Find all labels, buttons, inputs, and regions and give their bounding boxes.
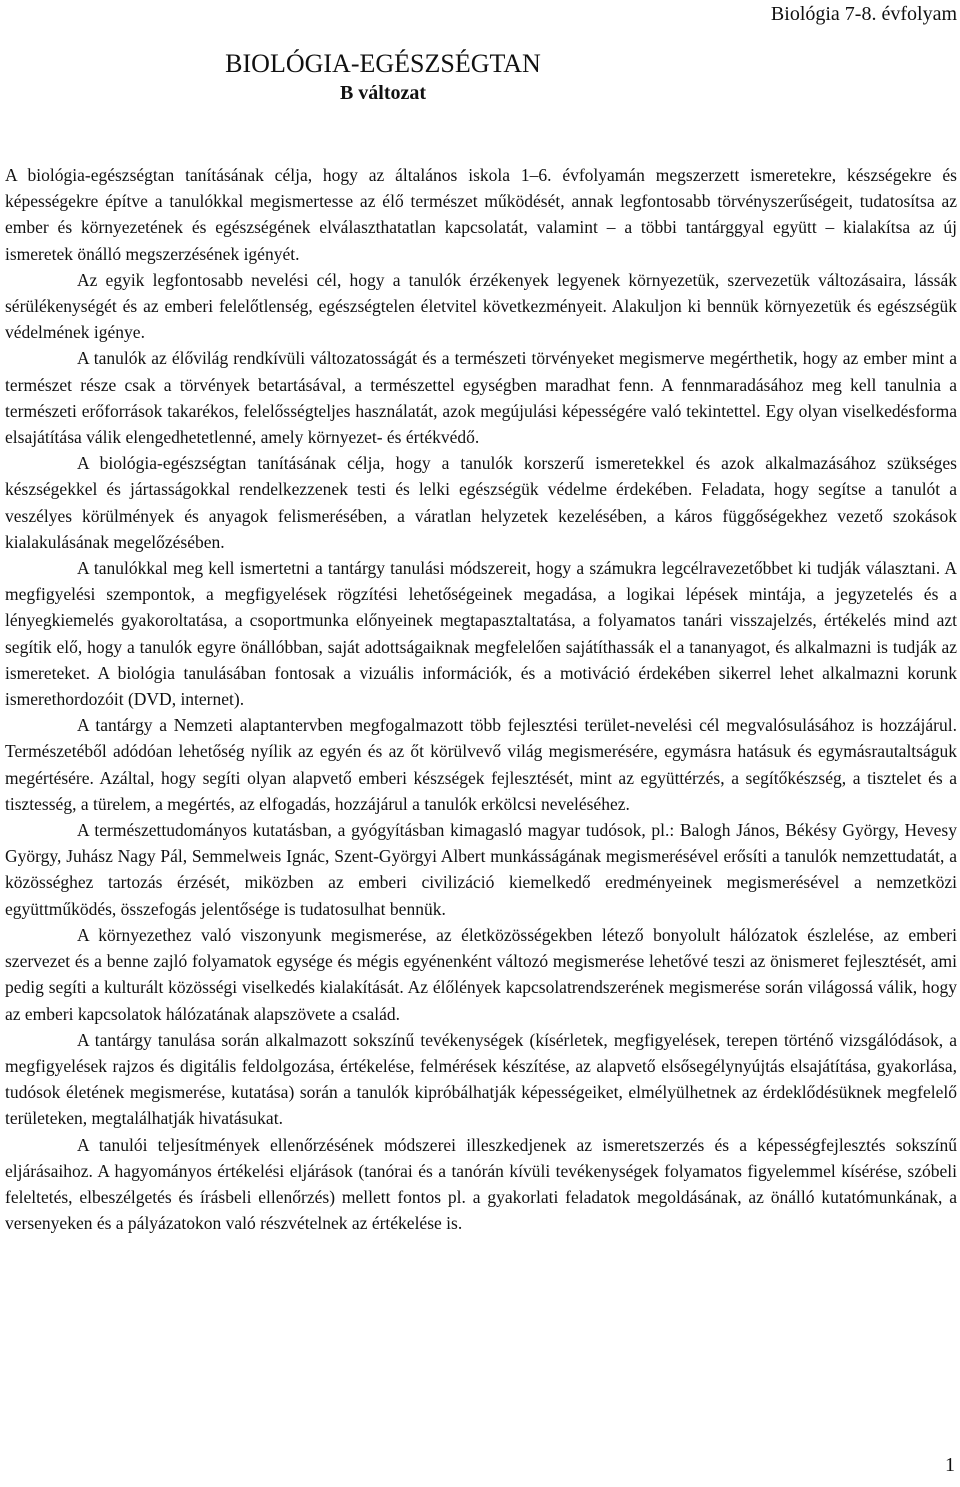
paragraph: A tanulók az élővilág rendkívüli változatosságát és a természeti törvényeket megismerve megérthetik, hogy az ember mint a természet része csak a törvények betartásával, a természettel egységben maradhat fenn. A fennmaradásához meg kell tanulnia a természeti erőforrások takarékos, felelősségteljes használatát, azok megújulási képességére való tekintettel. Egy olyan viselkedésforma elsajátítása válik elengedhetetlenné, amely környezet- és értékvédő.	[5, 348, 957, 448]
document-title: BIOLÓGIA-EGÉSZSÉGTAN	[225, 49, 541, 78]
paragraph: A biológia-egészségtan tanításának célja, hogy a tanulók korszerű ismeretekkel és azok alkalmazásához szükséges készségekkel és jártasságokkal rendelkezzenek testi és lelki egészségük védelme érdekében. Feladata, hogy segítse a tanulót a veszélyes körülmények és anyagok felismerésében, a váratlan helyzetek kezelésében, a káros függőségekhez vezető szokások kialakulásának megelőzésében.	[5, 453, 957, 552]
paragraph: A környezethez való viszonyunk megismerése, az életközösségekben létező bonyolult hálózatok észlelése, az emberi szervezet és a benne zajló folyamatok egysége és mégis egyénenként változó megismerése lehetővé teszi az önismeret fejlesztését, ami pedig segíti a kulturált közösségi viselkedés kialakítását. Az élőlények kapcsolatrendszerének megismerése során világossá válik, hogy az emberi kapcsolatok hálózatának alapszövete a család.	[5, 924, 957, 1024]
title-block	[0, 48, 766, 106]
paragraph: A tantárgy tanulása során alkalmazott sokszínű tevékenységek (kísérletek, megfigyelések, terepen történő vizsgálódások, a megfigyelések rajzos és digitális feldolgozása, értékelése, felmérések készítése, az alapvető elsősegélynyújtás elsajátítása, gyakorlása, tudósok életének megismerése, kutatása) során a tanulók kipróbálhatják képességeiket, elmélyülhetnek az érdeklődésüknek megfelelő területeken, megtalálhatják hivatásukat.	[5, 1029, 957, 1129]
course-header: Biológia 7-8. évfolyam	[770, 3, 957, 25]
paragraph: A tantárgy a Nemzeti alaptantervben megfogalmazott több fejlesztési terület-nevelési cél megvalósulásához is hozzájárul. Természetéből adódóan lehetőség nyílik az egyén és az őt körülvevő világ megismerésére, egymásra hatásuk és egymásrautaltságuk megértésére. Azáltal, hogy segíti olyan alapvető emberi készségek fejlesztését, mint az együttérzés, a segítőkészség, a tisztelet és a tisztesség, a türelem, a megértés, az elfogadás, hozzájárul a tanulók erkölcsi neveléséhez.	[5, 715, 957, 814]
document-subtitle: B változat	[339, 82, 427, 104]
paragraph: A természettudományos kutatásban, a gyógyításban kimagasló magyar tudósok, pl.: Balogh János, Békésy György, Hevesy György, Juhász Nagy Pál, Semmelweis Ignác, Szent-Györgyi Albert munkásságának megismerésével erősíti a tanulók nemzettudatát, a közösséghez tartozás érzését, miközben az emberi civilizáció kiemelkedő eredményeinek megismerésével a nemzetközi együttműködés, összefogás jelentősége is tudatosulhat bennük.	[5, 820, 957, 919]
paragraph: A tanulókkal meg kell ismertetni a tantárgy tanulási módszereit, hogy a számukra legcélravezetőbbet ki tudják választani. A megfigyelési szempontok, a megfigyelések rögzítési lehetőségeinek megadása, a logikai lépések mintája, a jegyzetelés és a lényegkiemelés gyakoroltatása, a csoportmunka előnyeinek megtapasztaltatása, a folyamatos tanári visszajelzés, értékelés mind azt segítik elő, hogy a tanulók egyre önállóbban, saját adottságaiknak megfelelően sajátíthassák el a tananyagot, és alkalmazni is tudják az ismereteket. A biológia tanulásában fontosak a vizuális információk, és a motiváció érdekében sikerrel lehet alkalmazni korunk ismerethordozóit (DVD, internet).	[5, 558, 957, 710]
body-text	[5, 162, 957, 1236]
page-number: 1	[945, 1454, 955, 1476]
paragraph: Az egyik legfontosabb nevelési cél, hogy a tanulók érzékenyek legyenek környezetük, szervezetük változásaira, lássák sérülékenységét és az emberi felelőtlenség, egészségtelen életvitel következményeit. Alakuljon ki bennük környezetük és egészségük védelmének igénye.	[5, 269, 957, 343]
paragraph: A tanulói teljesítmények ellenőrzésének módszerei illeszkedjenek az ismeretszerzés és a képességfejlesztés sokszínű eljárásaihoz. A hagyományos értékelési eljárások (tanórai és a tanórán kívüli tevékenységek folyamatos figyelemmel kísérése, szóbeli feleltetés, elbeszélgetés és írásbeli ellenőrzés) mellett fontos pl. a gyakorlati feladatok megoldásának, az önálló kutatómunkának, a versenyeken és a pályázatokon való részvételnek az értékelése is.	[5, 1134, 957, 1234]
paragraph: A biológia-egészségtan tanításának célja, hogy az általános iskola 1–6. évfolyamán megszerzett ismeretekre, készségekre és képességekre építve a tanulókkal megismertesse az élő természet működését, annak legfontosabb törvényszerűségeit, tudatosítsa az ember és környezetének és egészségének elválaszthatatlan kapcsolatát, valamint – a többi tantárggyal együtt – kialakítsa az új ismeretek önálló megszerzésének igényét.	[5, 165, 957, 264]
